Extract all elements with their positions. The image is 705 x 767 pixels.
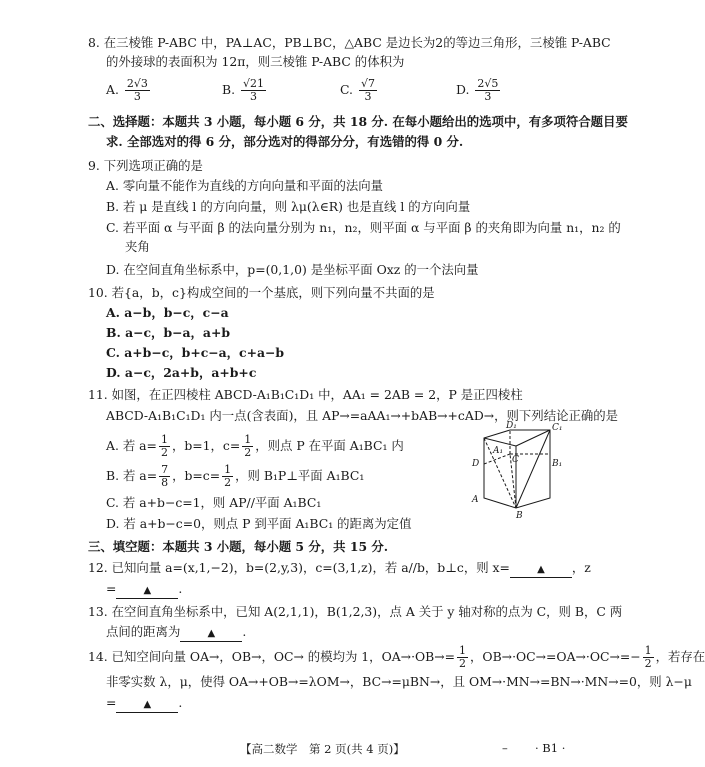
label-d1: D₁ [506,421,517,431]
q9-option-c-line1: C. 若平面 α 与平面 β 的法向量分别为 n₁，n₂，则平面 α 与平面 β 的夹角即为向量 n₁，n₂ 的 [106,220,621,235]
q8-line1: 8. 在三棱锥 P-ABC 中，PA⊥AC，PB⊥BC，△ABC 是边长为2的等边三角形，三棱锥 P-ABC [88,35,611,50]
section2-heading-line1: 二、选择题：本题共 3 小题，每小题 6 分，共 18 分. 在每小题给出的选项中，有多项符合题目要 [88,114,628,129]
q14-blank: ▲ [116,696,178,713]
label-b1: B₁ [552,459,563,469]
q14-line1: 14. 已知空间向量 OA→，OB→，OC→ 的模均为 1，OA→·OB→= $\frac{1}{2}$ ，OB→·OC→=OA→·OC→=− $\frac{1}{2}$ ，若存在 [88,644,705,670]
section3-heading: 三、填空题：本题共 3 小题，每小题 5 分，共 15 分. [88,539,389,554]
prism-figure [462,420,572,520]
q8-option-b: B. $\frac{√21}{3}$ [222,77,265,103]
q12-blank-x: ▲ [510,561,572,578]
q9-option-b: B. 若 μ 是直线 l 的方向向量，则 λμ(λ∈R) 也是直线 l 的方向向量 [106,199,471,214]
q11-option-a: A. 若 a= $\frac{1}{2}$ ，b=1，c= $\frac{1}{2}$ ，则点 P 在平面 A₁BC₁ 内 [106,433,404,459]
q8-option-a: A. $\frac{2√3}{3}$ [106,77,148,103]
label-a1: A₁ [493,446,504,456]
q8-option-c: C. $\frac{√7}{3}$ [340,77,375,103]
label-c1: C₁ [552,423,563,433]
q12-blank-z: ▲ [116,582,178,599]
q10-stem: 10. 若{a，b，c}构成空间的一个基底，则下列向量不共面的是 [88,285,435,300]
q11-line1: 11. 如图，在正四棱柱 ABCD-A₁B₁C₁D₁ 中，AA₁ = 2AB = 2，P 是正四棱柱 [88,387,523,402]
q10-option-d: D. a−c，2a+b，a+b+c [106,365,257,380]
label-c: C [512,455,519,465]
q11-option-c: C. 若 a+b−c=1，则 AP//平面 A₁BC₁ [106,495,322,510]
label-b: B [516,511,523,521]
q9-option-a: A. 零向量不能作为直线的方向向量和平面的法向量 [106,178,384,193]
q13-line2: 点间的距离为 ▲ . [106,623,246,642]
q11-option-d: D. 若 a+b−c=0，则点 P 到平面 A₁BC₁ 的距离为定值 [106,516,412,531]
q9-option-c-line2: 夹角 [125,239,150,254]
footer-dash: – [502,741,508,755]
q9-stem: 9. 下列选项正确的是 [88,158,203,173]
q10-option-b: B. a−c，b−a，a+b [106,325,230,340]
q8-line2: 的外接球的表面积为 12π，则三棱锥 P-ABC 的体积为 [106,54,405,69]
q12-line1: 12. 已知向量 a=(x,1,−2)，b=(2,y,3)，c=(3,1,z)，若 a//b，b⊥c，则 x= ▲ ，z [88,559,591,578]
q9-option-d: D. 在空间直角坐标系中，p=(0,1,0) 是坐标平面 Oxz 的一个法向量 [106,262,479,277]
label-a: A [472,495,479,505]
q11-option-b: B. 若 a= $\frac{7}{8}$ ，b=c= $\frac{1}{2}$ ，则 B₁P⊥平面 A₁BC₁ [106,463,365,489]
footer-code: · B1 · [535,741,566,755]
q13-blank: ▲ [180,625,242,642]
q13-line1: 13. 在空间直角坐标系中，已知 A(2,1,1)，B(1,2,3)，点 A 关于 y 轴对称的点为 C，则 B，C 两 [88,604,623,619]
label-d: D [472,459,480,469]
q14-line2: 非零实数 λ，μ，使得 OA→+OB→=λOM→，BC→=μBN→，且 OM→·MN→=BN→·MN→=0，则 λ−μ [106,674,692,689]
q8-option-d: D. $\frac{2√5}{3}$ [456,77,499,103]
q11-line2: ABCD-A₁B₁C₁D₁ 内一点(含表面)，且 AP→=aAA₁→+bAB→+cAD→，则下列结论正确的是 [106,408,619,423]
q10-option-c: C. a+b−c，b+c−a，c+a−b [106,345,285,360]
q12-line2: = ▲ . [106,580,182,599]
section2-heading-line2: 求. 全部选对的得 6 分，部分选对的得部分分，有选错的得 0 分. [106,134,464,149]
q10-option-a: A. a−b，b−c，c−a [106,305,229,320]
page-footer: 【高二数学 第 2 页(共 4 页)】 [240,742,405,756]
q14-line3: = ▲ . [106,694,182,713]
